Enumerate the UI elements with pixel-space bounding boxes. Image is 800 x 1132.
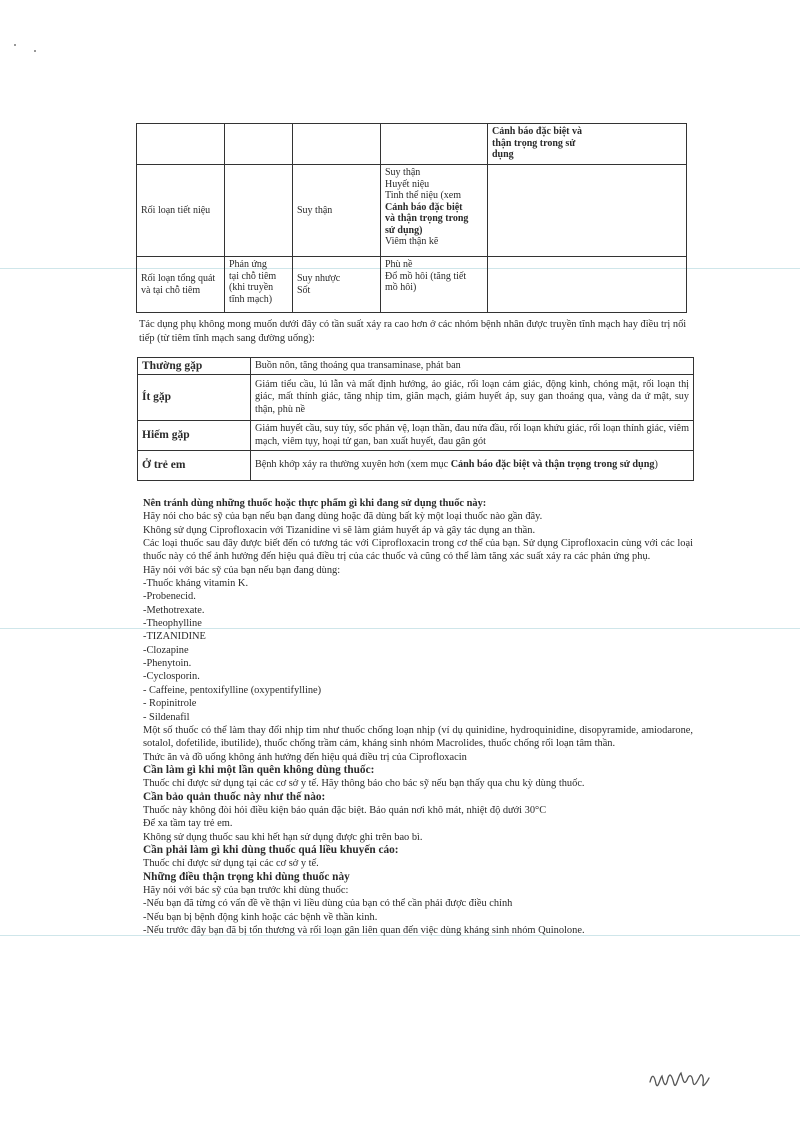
frequency-cell: Suy nhược Sốt: [293, 257, 381, 313]
effects-text: Bệnh khớp xảy ra thường xuyên hơn (xem mục Cảnh báo đặc biệt và thận trọng trong sử dụng): [251, 451, 694, 481]
paragraph: Thức ăn và đồ uống không ảnh hưởng đến hiệu quả điều trị của Ciprofloxacin: [143, 751, 467, 763]
organ-cell: Rối loạn tổng quát và tại chỗ tiêm: [137, 257, 225, 313]
section-heading: Những điều thận trọng khi dùng thuốc này: [143, 870, 350, 883]
drug-item: -Phenytoin.: [143, 658, 192, 670]
injection-cell: Phản ứng tại chỗ tiêm (khi truyền tĩnh mạch): [225, 257, 293, 313]
paragraph: Hãy nói với bác sỹ của bạn trước khi dùng thuốc:: [143, 884, 349, 896]
drug-item: - Caffeine, pentoxifylline (oxypentifylline): [143, 684, 322, 696]
drug-item: - Ropinitrole: [143, 698, 197, 710]
section-heading: Cần làm gì khi một lần quên không dùng thuốc:: [143, 763, 375, 776]
category-cell: Thường gặp: [138, 358, 251, 375]
signature-icon: [648, 1064, 710, 1098]
effects-text: Giảm huyết cầu, suy tủy, sốc phản vệ, loạn thần, đau nửa đầu, rối loạn khứu giác, rối loạn thính giác, viêm mạch, viêm tụy, hoại tử gan, ban xuất huyết, đau gân gót: [251, 421, 694, 451]
effects-text: Giảm tiểu cầu, lú lẫn và mất định hướng, ảo giác, rối loạn cảm giác, động kinh, chóng mặt, rối loạn thị giác, mất thính giác, tăng nhịp tim, giãn mạch, giảm huyết áp, suy gan thoáng qua, vàng da ứ mật, suy thận, phù nề: [251, 375, 694, 421]
drug-item: -Probenecid.: [143, 591, 196, 603]
category-cell: Ít gặp: [138, 375, 251, 421]
effects-cell: Phù nề Đổ mồ hôi (tăng tiết mồ hôi): [381, 257, 488, 313]
organ-cell: Rối loạn tiết niệu: [137, 165, 225, 257]
drug-item: -TIZANIDINE: [143, 631, 206, 643]
paragraph: Hãy nói cho bác sỹ của bạn nếu bạn đang dùng hoặc đã dùng bất kỳ một loại thuốc nào gần đây.: [143, 511, 543, 523]
drug-item: -Theophylline: [143, 618, 202, 630]
drug-item: -Thuốc kháng vitamin K.: [143, 578, 249, 590]
category-cell: Ở trẻ em: [138, 451, 251, 481]
effects-text: Buồn nôn, tăng thoáng qua transaminase, phát ban: [251, 358, 694, 375]
paragraph: -Nếu bạn đã từng có vấn đề về thận vì liều dùng của bạn có thể cần phải được điều chỉnh: [143, 898, 513, 910]
paragraph: Hãy nói với bác sỹ của bạn nếu bạn đang dùng:: [143, 564, 341, 576]
section-heading: Cần bảo quản thuốc này như thế nào:: [143, 790, 326, 803]
body-text: [143, 497, 693, 937]
drug-item: -Methotrexate.: [143, 604, 205, 616]
section-heading: Nên tránh dùng những thuốc hoặc thực phẩm gì khi đang sử dụng thuốc này:: [143, 498, 487, 509]
drug-item: -Clozapine: [143, 644, 189, 656]
intro-paragraph: Tác dụng phụ không mong muốn dưới đây có tần suất xảy ra cao hơn ở các nhóm bệnh nhân được truyền tĩnh mạch hay điều trị nối tiếp (từ tiêm tĩnh mạch sang đường uống):: [139, 319, 687, 344]
scan-speck: [14, 44, 16, 46]
paragraph: -Nếu trước đây bạn đã bị tổn thương và rối loạn gân liên quan đến việc dùng kháng sinh nhóm Quinolone.: [143, 925, 585, 936]
paragraph: Một số thuốc có thể làm thay đổi nhịp tim như thuốc chống loạn nhịp (ví dụ quinidine, hydroquinidine, disopyramide, amiodarone, sotalol, dofetilide, ibutilide), thuốc chống trầm cảm, kháng sinh nhóm Macrolides, thuốc chống rối loạn tâm thần.: [143, 724, 693, 750]
effects-cell: Suy thận Huyết niệu Tinh thể niệu (xem Cảnh báo đặc biệt và thận trọng trong sử dụng) Viêm thận kẽ: [381, 165, 488, 257]
frequency-cell: Suy thận: [293, 165, 381, 257]
paragraph: Thuốc chỉ được sử dụng tại các cơ sở y tế. Hãy thông báo cho bác sỹ nếu bạn thấy qua chu kỳ dùng thuốc.: [143, 778, 585, 790]
paragraph: Không sử dụng Ciprofloxacin với Tizanidine vì sẽ làm giảm huyết áp và gây tác dụng an thần.: [143, 524, 536, 536]
paragraph: Không sử dụng thuốc sau khi hết hạn sử dụng được ghi trên bao bì.: [143, 831, 423, 843]
header-note: Cảnh báo đặc biệt và thận trọng trong sử dụng: [492, 126, 583, 160]
paragraph: Để xa tầm tay trẻ em.: [143, 818, 233, 830]
category-cell: Hiếm gặp: [138, 421, 251, 451]
paragraph: -Nếu bạn bị bệnh động kinh hoặc các bệnh về thần kinh.: [143, 911, 378, 923]
paragraph: Các loại thuốc sau đây được biết đến có tương tác với Ciprofloxacin trong cơ thể của bạn. Sử dụng Ciprofloxacin cùng với các loại thuốc này có thể ảnh hưởng đến hiệu quả điều trị của các thuốc và cũng có thể làm tăng xác suất xảy ra các phản ứng phụ.: [143, 538, 693, 563]
header-note-cell: [488, 124, 687, 165]
drug-item: -Cyclosporin.: [143, 671, 200, 683]
side-effects-table: [136, 123, 687, 313]
scan-speck: [34, 50, 36, 52]
drug-item: - Sildenafil: [143, 711, 190, 723]
paragraph: Thuốc này không đòi hỏi điều kiện bảo quản đặc biệt. Bảo quản nơi khô mát, nhiệt độ dưới 30°C: [143, 804, 547, 816]
frequency-table: [137, 357, 694, 481]
paragraph: Thuốc chỉ được sử dụng tại các cơ sở y tế.: [143, 858, 319, 870]
section-heading: Cần phải làm gì khi dùng thuốc quá liều khuyến cáo:: [143, 843, 399, 856]
